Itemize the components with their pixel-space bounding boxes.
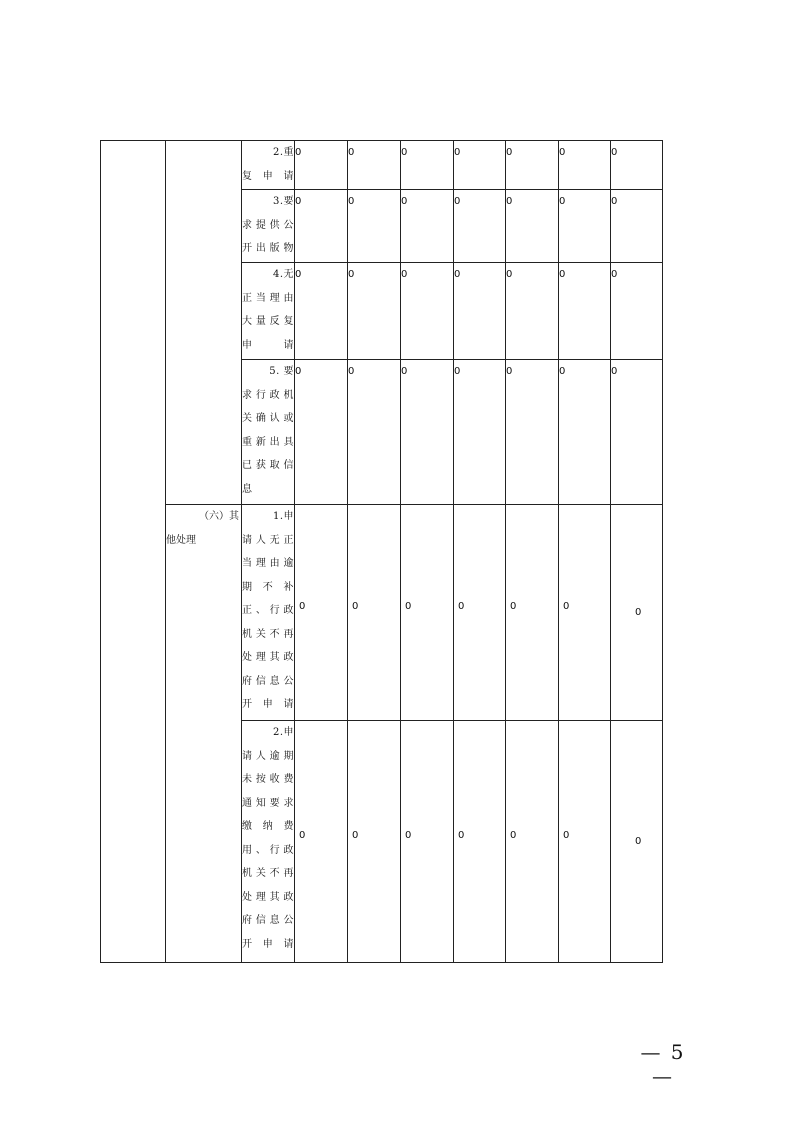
value-cell: 0 [559, 360, 611, 505]
sub-item-label: 4.无 正当理由大量反复申请 [242, 263, 295, 360]
sub-item-label: 3.要 求提供公开出版物 [242, 190, 295, 263]
value-cell: 0 [611, 360, 663, 505]
sub-item-label: 1.申 请人无正当理由逾期不补正、行政机关不再处理其政府信息公开申请 [242, 505, 295, 721]
value-cell: 0 [348, 190, 401, 263]
value-cell: 0 [295, 505, 348, 721]
table-row [101, 141, 663, 190]
value-cell: 0 [506, 141, 559, 190]
value-cell: 0 [506, 721, 559, 963]
value-cell: 0 [611, 721, 663, 963]
table-row [101, 505, 663, 721]
value-cell: 0 [348, 141, 401, 190]
page-number: — 5 — [640, 1040, 686, 1088]
value-cell: 0 [611, 263, 663, 360]
value-cell: 0 [454, 505, 506, 721]
value-cell: 0 [559, 505, 611, 721]
value-cell: 0 [454, 141, 506, 190]
value-cell: 0 [559, 721, 611, 963]
category-cell-blank [101, 141, 166, 963]
value-cell: 0 [506, 190, 559, 263]
value-cell: 0 [401, 721, 454, 963]
value-cell: 0 [611, 505, 663, 721]
value-cell: 0 [454, 360, 506, 505]
value-cell: 0 [454, 263, 506, 360]
value-cell: 0 [506, 263, 559, 360]
value-cell: 0 [295, 141, 348, 190]
value-cell: 0 [559, 190, 611, 263]
value-cell: 0 [401, 190, 454, 263]
value-cell: 0 [559, 141, 611, 190]
value-cell: 0 [295, 721, 348, 963]
category-cell-five-cont [166, 141, 242, 505]
value-cell: 0 [611, 190, 663, 263]
category-label-other-handling: （六）其 他处理 [166, 505, 242, 963]
value-cell: 0 [348, 263, 401, 360]
value-cell: 0 [506, 505, 559, 721]
value-cell: 0 [348, 721, 401, 963]
sub-item-label: 2.申 请人逾期未按收费通知要求缴纳费用、行政机关不再处理其政府信息公开申请 [242, 721, 295, 963]
value-cell: 0 [401, 505, 454, 721]
sub-item-label: 2.重 复申请 [242, 141, 295, 190]
statistics-table [100, 140, 663, 963]
value-cell: 0 [506, 360, 559, 505]
value-cell: 0 [401, 263, 454, 360]
sub-item-label: 5. 要 求行政机关确认或重新出具已获取信息 [242, 360, 295, 505]
value-cell: 0 [348, 360, 401, 505]
value-cell: 0 [559, 263, 611, 360]
value-cell: 0 [401, 141, 454, 190]
value-cell: 0 [611, 141, 663, 190]
value-cell: 0 [454, 721, 506, 963]
value-cell: 0 [295, 190, 348, 263]
value-cell: 0 [401, 360, 454, 505]
value-cell: 0 [348, 505, 401, 721]
value-cell: 0 [454, 190, 506, 263]
value-cell: 0 [295, 263, 348, 360]
value-cell: 0 [295, 360, 348, 505]
